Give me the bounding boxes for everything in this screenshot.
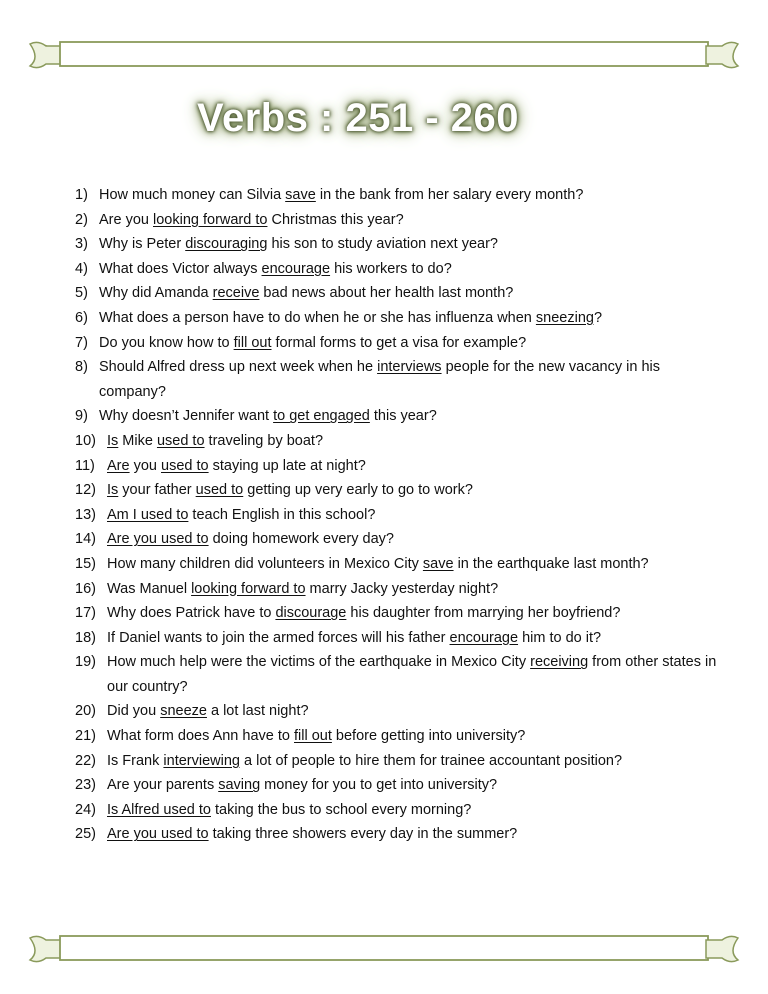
underlined-verb: Are you used to	[107, 826, 209, 843]
question-number: 14)	[75, 531, 96, 548]
question-text-after: from other states in our country?	[107, 654, 717, 695]
question-item	[75, 331, 725, 356]
underlined-verb-secondary: used to	[156, 432, 205, 449]
question-number: 12)	[75, 482, 96, 499]
question-list	[75, 183, 725, 847]
question-number: 8)	[75, 359, 88, 376]
question-item	[75, 577, 725, 602]
question-number: 15)	[75, 555, 96, 572]
question-item	[75, 208, 725, 233]
question-text-after: doing homework every day?	[208, 531, 394, 548]
question-text-after: Christmas this year?	[267, 211, 404, 228]
question-text-after: before getting into university?	[331, 728, 526, 745]
question-text-before: How much money can Silvia	[99, 187, 286, 203]
underlined-verb: looking forward to	[153, 211, 268, 228]
underlined-verb: Is Alfred used to	[107, 801, 211, 818]
question-text-after: money for you to get into university?	[260, 777, 498, 794]
underlined-verb: interviews	[377, 359, 442, 376]
question-text-after: a lot of people to hire them for trainee accountant position?	[239, 752, 623, 769]
question-number: 1)	[75, 187, 88, 203]
question-number: 23)	[75, 777, 96, 794]
question-text-before: How much help were the victims of the earthquake in Mexico City	[107, 654, 531, 671]
question-text-after: in the bank from her salary every month?	[315, 187, 584, 203]
underlined-verb: looking forward to	[191, 580, 306, 597]
question-number: 13)	[75, 506, 96, 523]
question-number: 11)	[75, 457, 95, 474]
question-text-before: If Daniel wants to join the armed forces will his father	[107, 629, 450, 646]
question-text-before: Why does Patrick have to	[107, 605, 276, 622]
underlined-verb-secondary: used to	[195, 482, 244, 499]
question-text-after: him to do it?	[518, 629, 602, 646]
underlined-verb: to get engaged	[273, 408, 370, 425]
underlined-verb: Is	[107, 482, 119, 499]
question-text-after: this year?	[369, 408, 437, 425]
question-number: 21)	[75, 728, 96, 745]
question-text-before: Did you	[107, 703, 161, 720]
underlined-verb-secondary: used to	[161, 457, 209, 474]
question-item	[75, 281, 725, 306]
question-item	[75, 749, 725, 774]
question-number: 24)	[75, 801, 96, 818]
question-item	[75, 650, 725, 699]
bottom-scroll-border	[28, 930, 740, 966]
question-item	[75, 724, 725, 749]
question-text-after: traveling by boat?	[204, 432, 324, 449]
underlined-verb: save	[422, 555, 454, 572]
underlined-verb: fill out	[294, 728, 332, 745]
question-number: 10)	[75, 432, 96, 449]
question-text-before: Should Alfred dress up next week when he	[99, 359, 378, 376]
question-text-after: in the earthquake last month?	[453, 555, 649, 572]
question-item	[75, 798, 725, 823]
question-number: 9)	[75, 408, 88, 425]
question-text-before: Was Manuel	[107, 580, 192, 597]
question-text-after: formal forms to get a visa for example?	[271, 334, 527, 351]
question-number: 17)	[75, 605, 96, 622]
underlined-verb: Are	[107, 457, 130, 474]
underlined-verb: saving	[218, 777, 261, 794]
question-item	[75, 626, 725, 651]
question-item	[75, 232, 725, 257]
question-number: 19)	[75, 654, 96, 671]
question-text-after: taking the bus to school every morning?	[210, 801, 472, 818]
underlined-verb: sneeze	[160, 703, 207, 720]
question-text-after: bad news about her health last month?	[259, 285, 514, 302]
page-title-container	[0, 96, 768, 141]
underlined-verb: receive	[212, 285, 260, 302]
underlined-verb: Is	[107, 432, 119, 449]
question-number: 18)	[75, 629, 96, 646]
page-title: Verbs : 251 - 260	[196, 96, 520, 140]
question-text-before: Are your parents	[107, 777, 219, 794]
question-text-before: Why is Peter	[99, 236, 186, 253]
question-item	[75, 527, 725, 552]
underlined-verb: Are you used to	[107, 531, 209, 548]
question-item	[75, 429, 725, 454]
top-scroll-border	[28, 36, 740, 72]
question-item	[75, 822, 725, 847]
question-item	[75, 773, 725, 798]
question-number: 3)	[75, 236, 88, 253]
question-item	[75, 257, 725, 282]
question-item	[75, 503, 725, 528]
question-text-before: Why doesn’t Jennifer want	[99, 408, 274, 425]
question-text-before: Is Frank	[107, 752, 164, 769]
question-item	[75, 454, 725, 479]
question-text-middle: you	[129, 457, 162, 474]
question-text-after: his daughter from marrying her boyfriend?	[346, 605, 621, 622]
underlined-verb: interviewing	[163, 752, 240, 769]
question-text-middle: your father	[118, 482, 196, 499]
question-text-before: What does Victor always	[99, 260, 262, 277]
question-text-after: marry Jacky yesterday night?	[305, 580, 499, 597]
question-item	[75, 552, 725, 577]
question-text-middle: Mike	[118, 432, 157, 449]
underlined-verb: save	[285, 187, 316, 203]
question-text-after: his son to study aviation next year?	[267, 236, 498, 253]
question-item	[75, 355, 725, 404]
question-item	[75, 478, 725, 503]
question-number: 25)	[75, 826, 96, 843]
question-text-after: his workers to do?	[330, 260, 452, 277]
question-text-before: Why did Amanda	[99, 285, 213, 302]
question-text-before: Are you	[99, 211, 153, 228]
question-number: 4)	[75, 260, 88, 277]
question-item	[75, 404, 725, 429]
underlined-verb: encourage	[449, 629, 519, 646]
underlined-verb: fill out	[233, 334, 272, 351]
question-text-before: What does a person have to do when he or she has influenza when	[99, 309, 536, 326]
question-number: 5)	[75, 285, 88, 302]
question-number: 6)	[75, 309, 88, 326]
question-text-before: What form does Ann have to	[107, 728, 294, 745]
question-text-before: How many children did volunteers in Mexico City	[107, 555, 423, 572]
question-item	[75, 601, 725, 626]
question-text-after: taking three showers every day in the summer?	[208, 826, 518, 843]
question-text-after: getting up very early to go to work?	[243, 482, 473, 499]
question-text-after: staying up late at night?	[208, 457, 366, 474]
question-text-after: ?	[593, 309, 603, 326]
question-number: 16)	[75, 580, 96, 597]
question-number: 22)	[75, 752, 96, 769]
question-text-after: people for the new vacancy in his company?	[99, 359, 660, 400]
underlined-verb: sneezing	[535, 309, 594, 326]
question-number: 20)	[75, 703, 96, 720]
underlined-verb: discourage	[275, 605, 347, 622]
question-item	[75, 183, 725, 208]
question-item	[75, 306, 725, 331]
question-text-after: a lot last night?	[206, 703, 309, 720]
question-item	[75, 699, 725, 724]
question-text-after: teach English in this school?	[188, 506, 376, 523]
underlined-verb: discouraging	[185, 236, 268, 253]
underlined-verb: Am I used to	[107, 506, 189, 523]
question-number: 2)	[75, 211, 88, 228]
underlined-verb: receiving	[530, 654, 589, 671]
question-text-before: Do you know how to	[99, 334, 234, 351]
question-number: 7)	[75, 334, 88, 351]
underlined-verb: encourage	[261, 260, 331, 277]
